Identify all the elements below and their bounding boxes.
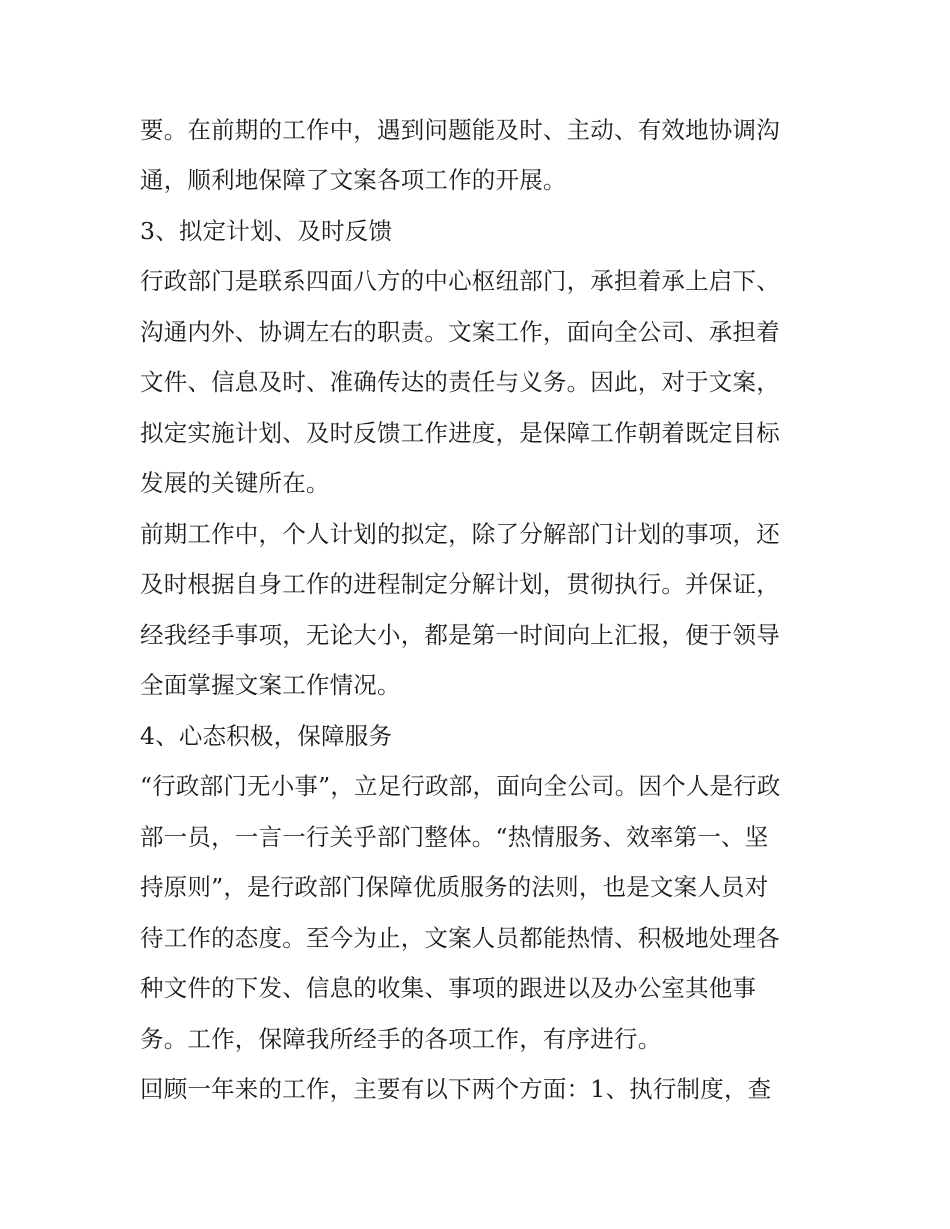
text-line: 文件、信息及时、准确传达的责任与义务。因此，对于文案， — [140, 368, 780, 396]
text-line: 全面掌握文案工作情况。 — [140, 671, 401, 699]
text-line: 沟通内外、协调左右的职责。文案工作，面向全公司、承担着 — [140, 318, 780, 346]
text-line: 持原则”，是行政部门保障优质服务的法则，也是文案人员对 — [140, 873, 769, 901]
text-line: 拟定实施计划、及时反馈工作进度，是保障工作朝着既定目标 — [140, 419, 780, 447]
text-line: 务。工作，保障我所经手的各项工作，有序进行。 — [140, 1025, 662, 1053]
text-line: 种文件的下发、信息的收集、事项的跟进以及办公室其他事 — [140, 974, 757, 1002]
text-line: 及时根据自身工作的进程制定分解计划，贯彻执行。并保证， — [140, 570, 780, 598]
text-line: 部一员，一言一行关乎部门整体。“热情服务、效率第一、坚 — [140, 823, 769, 851]
text-line: 前期工作中，个人计划的拟定，除了分解部门计划的事项，还 — [140, 520, 780, 548]
text-line: 行政部门是联系四面八方的中心枢纽部门，承担着承上启下、 — [140, 267, 780, 295]
text-line: 要。在前期的工作中，遇到问题能及时、主动、有效地协调沟 — [140, 116, 780, 144]
text-line: 回顾一年来的工作，主要有以下两个方面：1、执行制度，查 — [140, 1075, 772, 1103]
text-line: 经我经手事项，无论大小，都是第一时间向上汇报，便于领导 — [140, 621, 780, 649]
text-line: 待工作的态度。至今为止，文案人员都能热情、积极地处理各 — [140, 924, 780, 952]
text-line: 发展的关键所在。 — [140, 469, 330, 497]
text-line: “行政部门无小事”，立足行政部，面向全公司。因个人是行政 — [140, 772, 781, 800]
section-heading: 3、拟定计划、及时反馈 — [140, 217, 393, 245]
text-line: 通，顺利地保障了文案各项工作的开展。 — [140, 166, 567, 194]
section-heading: 4、心态积极，保障服务 — [140, 722, 393, 750]
